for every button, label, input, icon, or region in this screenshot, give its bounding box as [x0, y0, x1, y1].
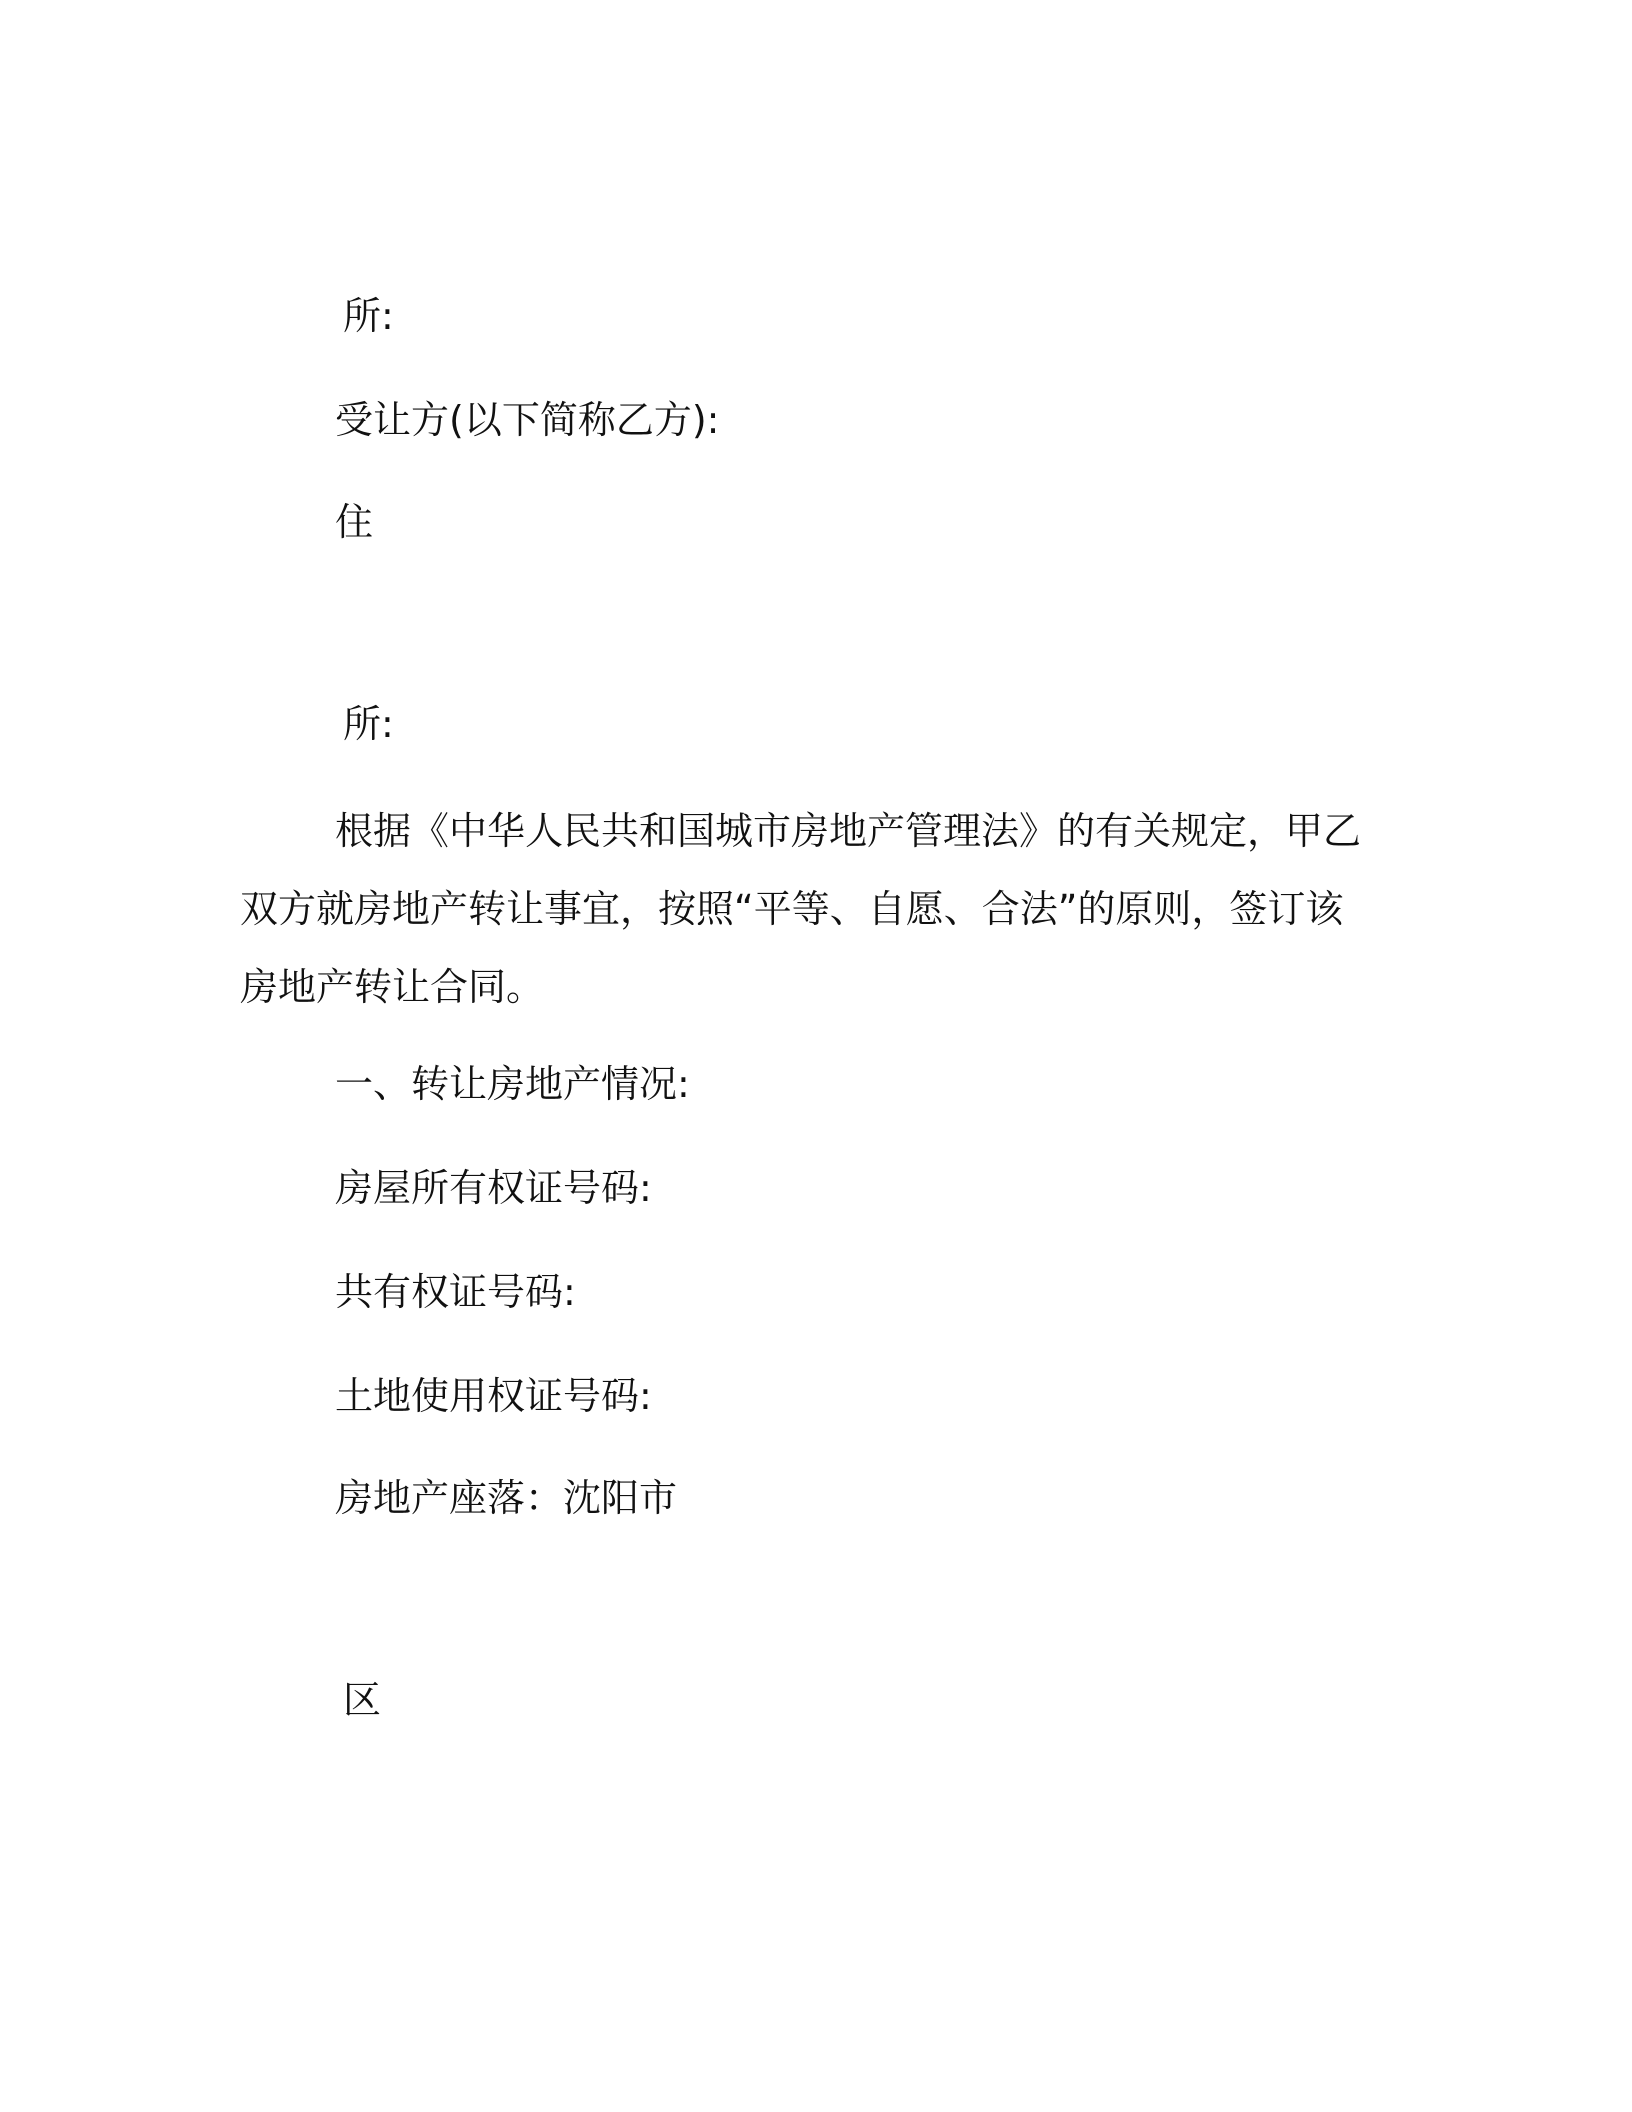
- address-label-1: 所:: [343, 294, 394, 338]
- intro-paragraph: 根据《中华人民共和国城市房地产管理法》的有关规定，甲乙双方就房地产转让事宜，按照“平等、自愿、合法”的原则，签订该房地产转让合同。: [240, 809, 1362, 1009]
- location-field: 房地产座落：沈阳市: [335, 1476, 678, 1520]
- section-1-title: 一、转让房地产情况:: [335, 1062, 690, 1106]
- address-label-2: 所:: [343, 702, 394, 746]
- house-cert-field: 房屋所有权证号码:: [335, 1166, 652, 1210]
- district-label: 区: [343, 1678, 382, 1722]
- land-cert-field: 土地使用权证号码:: [335, 1374, 652, 1418]
- residence-label-start: 住: [335, 500, 374, 544]
- transferee-label: 受让方(以下简称乙方):: [335, 398, 720, 442]
- joint-cert-field: 共有权证号码:: [335, 1270, 576, 1314]
